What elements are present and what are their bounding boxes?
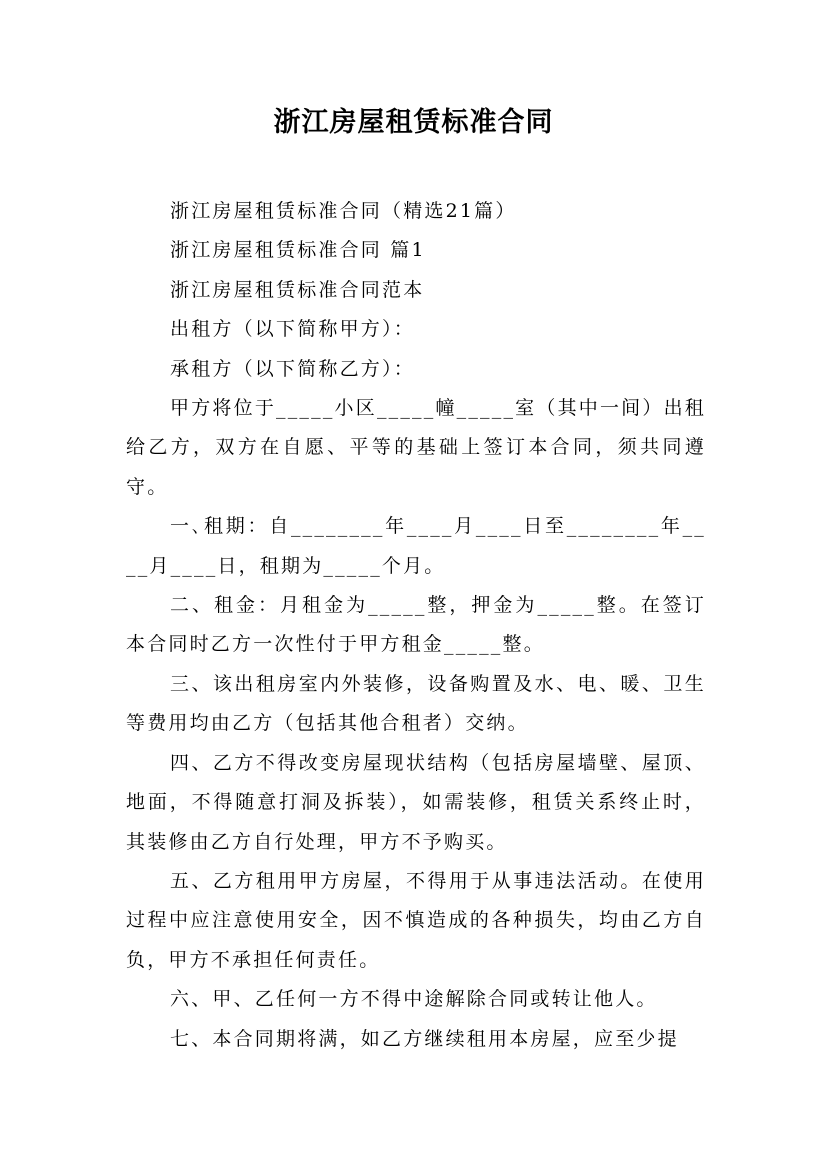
paragraph-clause-term: 一､租期：自________年____月____日至________年____月____日，租期为_____个月。: [126, 515, 706, 577]
paragraph-template-label: 浙江房屋租赁标准合同范本: [170, 278, 425, 301]
paragraph-clause-renewal: 七、本合同期将满，如乙方继续租用本房屋，应至少提: [170, 1027, 679, 1050]
paragraph-clause-use: 五、乙方租用甲方房屋，不得用于从事违法活动。在使用过程中应注意使用安全，因不慎造成的各种损失，均由乙方自负，甲方不承担任何责任。: [126, 869, 706, 971]
paragraph-clause-termination: 六、甲、乙任何一方不得中途解除合同或转让他人。: [170, 988, 658, 1011]
paragraph-subtitle: 浙江房屋租赁标准合同（精选21篇）: [170, 200, 517, 222]
paragraph-clause-structure: 四、乙方不得改变房屋现状结构（包括房屋墙壁、屋顶、地面，不得随意打洞及拆装），如需装修，租赁关系终止时，其装修由乙方自行处理，甲方不予购买。: [126, 751, 706, 853]
paragraph-lessor: 出租方（以下简称甲方）：: [170, 318, 415, 341]
document-body: [126, 192, 706, 1059]
paragraph-clause-rent: 二、租金：月租金为_____整，押金为_____整。在签订本合同时乙方一次性付于甲方租金_____整。: [126, 594, 706, 656]
document-title: 浙江房屋租赁标准合同: [273, 107, 554, 138]
paragraph-section-heading: 浙江房屋租赁标准合同 篇1: [170, 239, 426, 262]
paragraph-property-location: 甲方将位于_____小区_____幢_____室（其中一间）出租给乙方，双方在自愿、平等的基础上签订本合同，须共同遵守。: [126, 397, 706, 498]
paragraph-clause-fees: 三、该出租房室内外装修，设备购置及水、电、暖、卫生等费用均由乙方（包括其他合租者）交纳。: [126, 672, 706, 735]
paragraph-lessee: 承租方（以下简称乙方）：: [170, 357, 415, 380]
